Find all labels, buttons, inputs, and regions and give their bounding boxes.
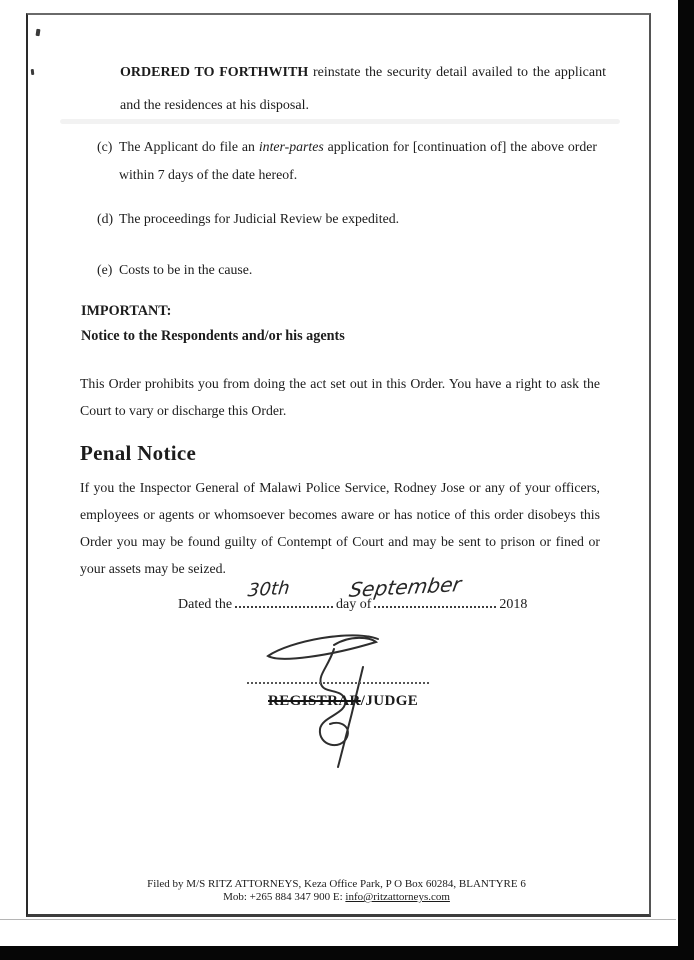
dated-line — [178, 572, 528, 615]
scan-speck — [31, 69, 35, 75]
scan-edge-right-bar — [678, 0, 694, 960]
list-item-e-text: Costs to be in the cause. — [119, 262, 253, 277]
important-heading: IMPORTANT: — [81, 303, 172, 319]
list-item-c-text-b: application for [continuation of] the above order within 7 days of the date hereof. — [119, 139, 598, 182]
filing-footer — [26, 878, 647, 904]
scan-artifact-line — [0, 919, 676, 920]
penal-paragraph: If you the Inspector General of Malawi Police Service, Rodney Jose or any of your officers, employees or agents or whomsoever becomes aware or has notice of this order disobeys this Order you may be found guilty of Contempt of Court and may be sent to prison or fined or your assets may be seized. — [80, 480, 600, 576]
list-item-e-label: (e) — [97, 262, 113, 277]
ordered-paragraph — [120, 56, 606, 122]
dated-prefix: Dated the — [178, 597, 233, 612]
list-item-c-label: (c) — [97, 139, 113, 154]
footer-contact: Mob: +265 884 347 900 E: — [223, 891, 346, 903]
scan-edge-bottom-bar — [0, 946, 694, 960]
ordered-rest: reinstate the security detail availed to the applicant and the residences at his disposal. — [120, 65, 606, 113]
footer-email: info@ritzattorneys.com — [345, 891, 450, 903]
judge-text: /JUDGE — [360, 693, 419, 709]
registrar-struck-text: REGISTRAR — [268, 693, 361, 709]
handwritten-day: 30th — [246, 577, 291, 602]
penal-notice-heading: Penal Notice — [80, 441, 197, 465]
prohibit-paragraph: This Order prohibits you from doing the act set out in this Order. You have a right to ask the Court to vary or discharge this Order. — [80, 376, 600, 418]
list-item-c-italic: inter-partes — [258, 139, 324, 154]
list-item-c-text — [119, 133, 597, 189]
list-item-e — [97, 256, 597, 284]
list-item-d-label: (d) — [97, 211, 114, 226]
ordered-lead-bold: ORDERED TO FORTHWITH — [120, 65, 309, 80]
list-item-c-text-a: The Applicant do file an — [119, 139, 259, 154]
signature-dotted-line — [247, 666, 429, 684]
list-item-d — [97, 205, 597, 233]
notice-heading: Notice to the Respondents and/or his agents — [81, 328, 345, 344]
handwritten-month: September — [347, 572, 464, 602]
dated-middle: day of — [336, 597, 372, 612]
list-item-d-text: The proceedings for Judicial Review be expedited. — [119, 211, 400, 226]
footer-line2 — [26, 891, 647, 904]
footer-line1: Filed by M/S RITZ ATTORNEYS, Keza Office Park, P O Box 60284, BLANTYRE 6 — [147, 878, 526, 890]
list-item-c — [97, 133, 597, 189]
registrar-judge-title — [268, 693, 418, 710]
dated-year: 2018 — [499, 597, 528, 612]
